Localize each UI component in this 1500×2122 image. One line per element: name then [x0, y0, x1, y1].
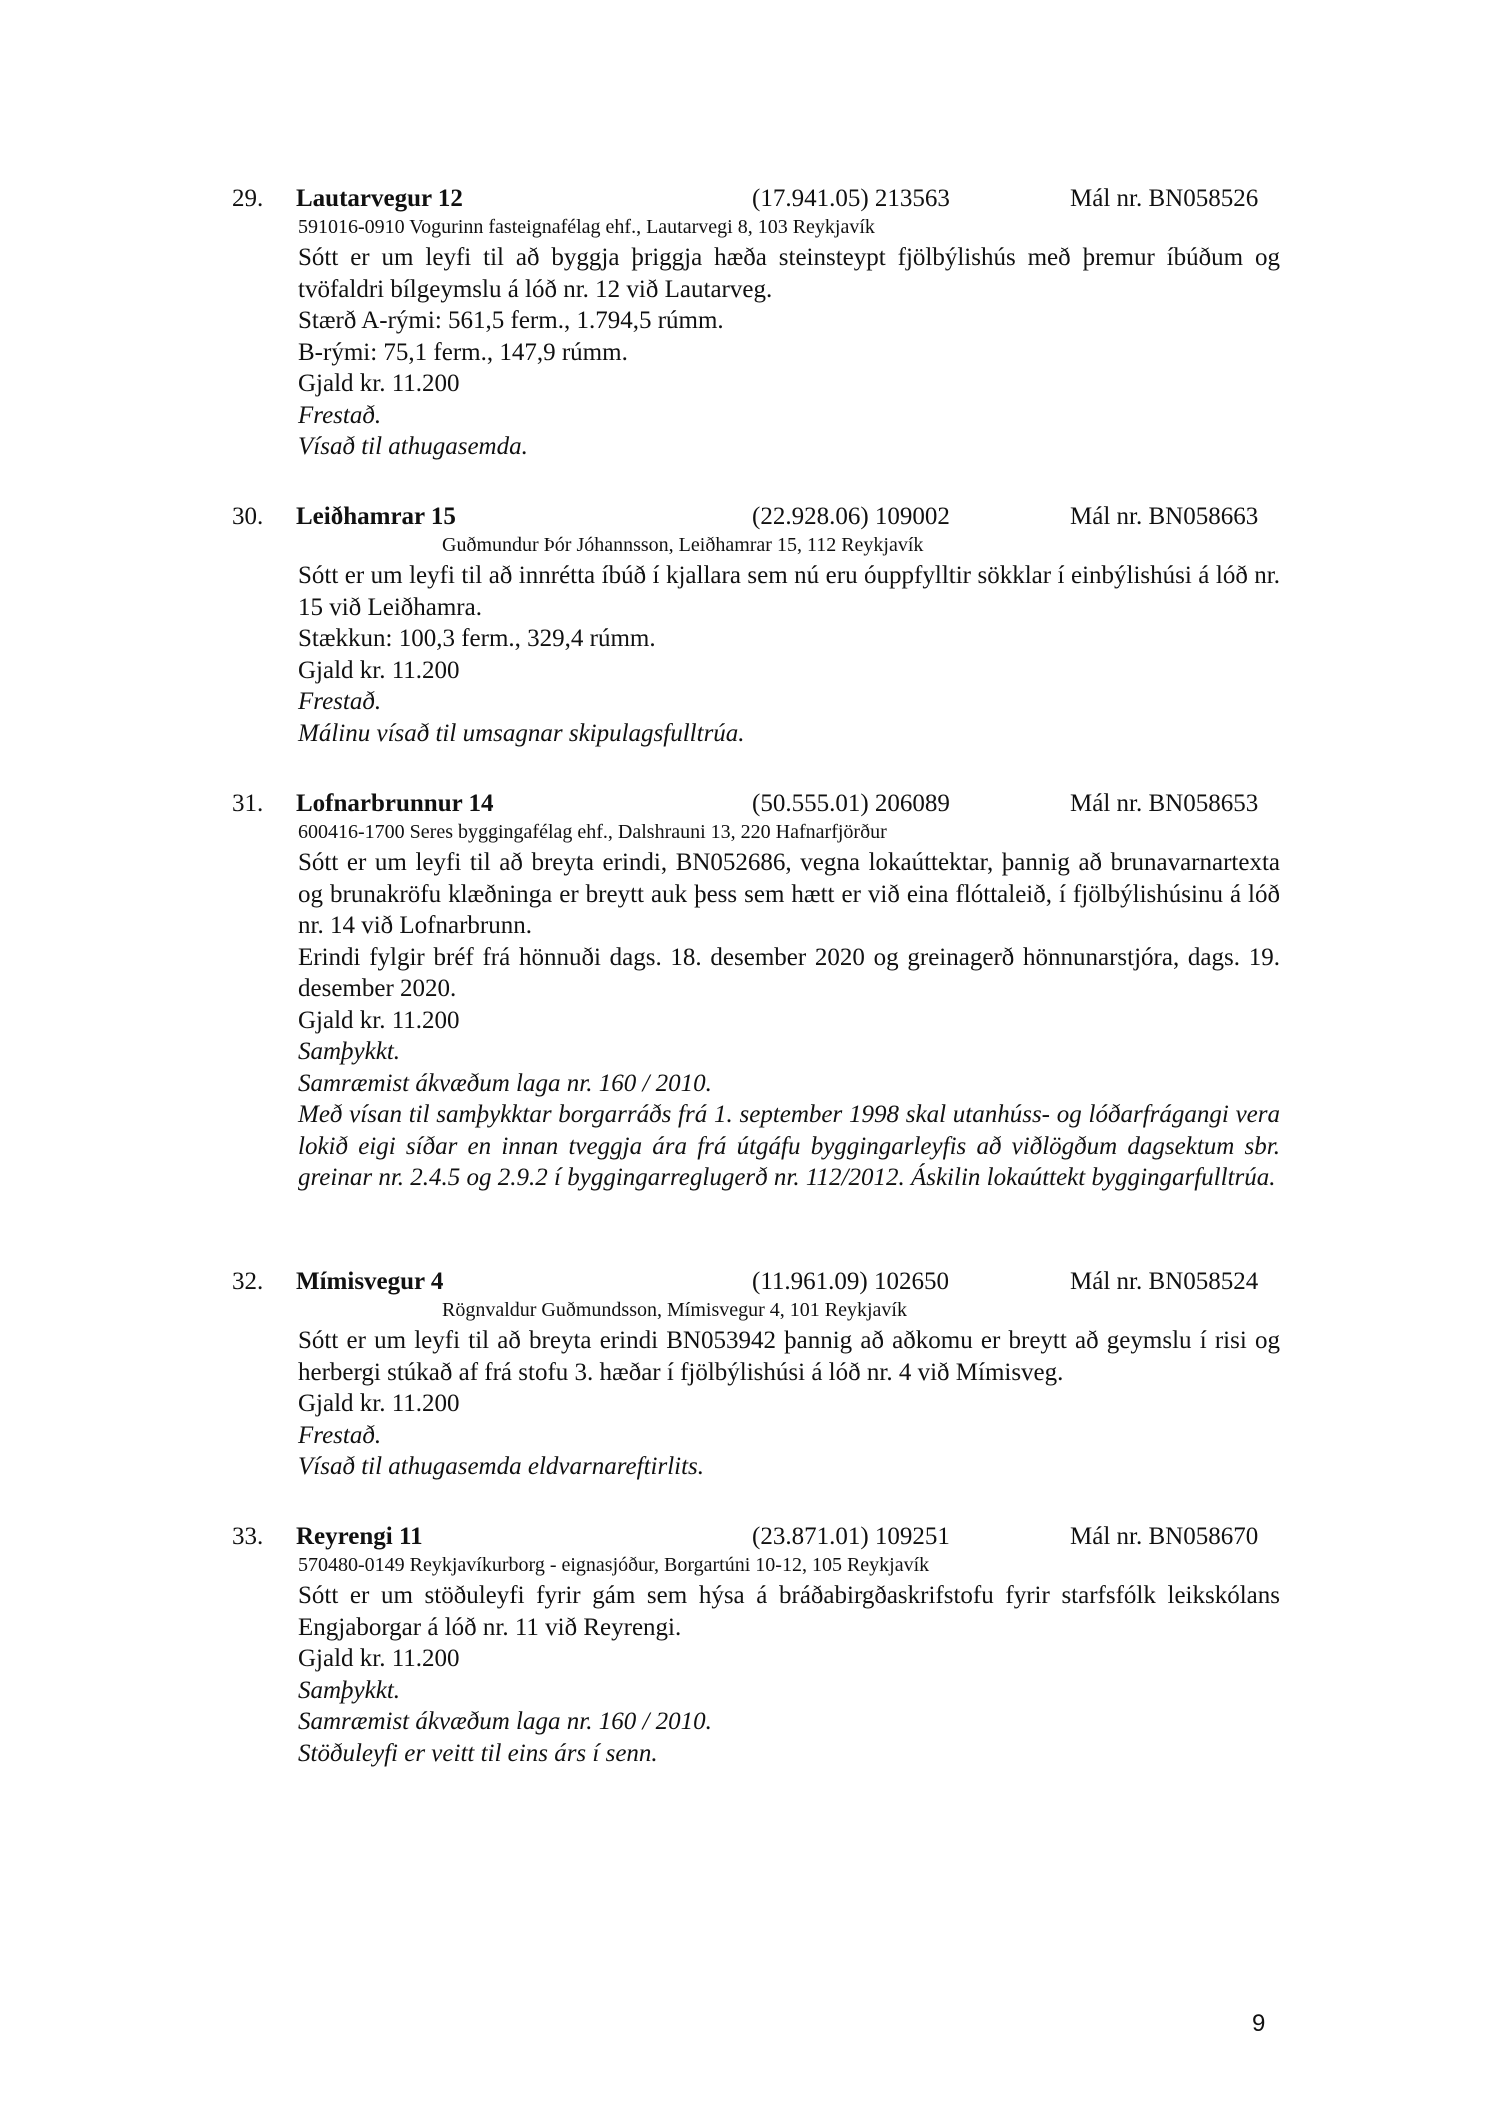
- case-entry-31: [0, 789, 1500, 1194]
- entry-number: 33.: [232, 1523, 264, 1550]
- entry-fee: Gjald kr. 11.200: [298, 1390, 460, 1417]
- entry-fee: Gjald kr. 11.200: [298, 1006, 460, 1034]
- entry-decision: Málinu vísað til umsagnar skipulagsfulltrúa.: [298, 719, 745, 747]
- entry-decision: Samþykkt.: [298, 1676, 401, 1704]
- entry-number: 31.: [232, 790, 264, 817]
- case-entry-33: [0, 1522, 1500, 1769]
- case-entry-29: [0, 184, 1500, 463]
- entry-header: [0, 789, 1500, 819]
- entry-lot-number: (11.961.09) 102650: [752, 1268, 949, 1295]
- entry-detail: Stækkun: 100,3 ferm., 329,4 rúmm.: [298, 625, 656, 652]
- entry-applicant: 591016-0910 Vogurinn fasteignafélag ehf., Lautarvegi 8, 103 Reykjavík: [298, 216, 875, 238]
- entry-description: Sótt er um leyfi til að byggja þriggja hæða steinsteypt fjölbýlishús með þremur íbúðum og tvöfaldri bílgeymslu á lóð nr. 12 við Lautarveg.: [298, 244, 1280, 303]
- entry-case-number: Mál nr. BN058663: [1070, 503, 1259, 530]
- entry-applicant: Guðmundur Þór Jóhannsson, Leiðhamrar 15, 112 Reykjavík: [442, 534, 924, 556]
- case-entry-30: [0, 502, 1500, 749]
- entry-decision: Frestað.: [298, 401, 382, 429]
- entry-header: [0, 502, 1500, 532]
- entry-case-number: Mál nr. BN058653: [1070, 790, 1259, 817]
- entry-number: 32.: [232, 1268, 264, 1295]
- entry-description: Sótt er um leyfi til að breyta erindi BN053942 þannig að aðkomu er breytt að geymslu í risi og herbergi stúkað af frá stofu 3. hæðar í fjölbýlishúsi á lóð nr. 4 við Mímisveg.: [298, 1327, 1280, 1386]
- entry-fee: Gjald kr. 11.200: [298, 1645, 460, 1672]
- entry-fee: Gjald kr. 11.200: [298, 370, 460, 397]
- entry-number: 29.: [232, 185, 264, 212]
- entry-decision: Samræmist ákvæðum laga nr. 160 / 2010.: [298, 1708, 712, 1735]
- entry-description: Sótt er um leyfi til að breyta erindi, BN052686, vegna lokaúttektar, þannig að brunavarnartexta og brunakröfu klæðninga er breytt auk þess sem hætt er við eina flóttaleið, í fjölbýlishúsinu á lóð nr. 14 við Lofnarbrunn.: [298, 849, 1280, 939]
- entry-address: Lofnarbrunnur 14: [296, 790, 494, 817]
- entry-address: Leiðhamrar 15: [296, 503, 456, 530]
- entry-number: 30.: [232, 503, 264, 530]
- entry-case-number: Mál nr. BN058670: [1070, 1523, 1259, 1550]
- entry-header: [0, 184, 1500, 214]
- entry-detail: Stærð A-rými: 561,5 ferm., 1.794,5 rúmm.: [298, 307, 724, 334]
- entry-detail: B-rými: 75,1 ferm., 147,9 rúmm.: [298, 338, 628, 366]
- entry-attachment-note: Erindi fylgir bréf frá hönnuði dags. 18. desember 2020 og greinagerð hönnunarstjóra, dags. 19. desember 2020.: [298, 943, 1280, 1002]
- entry-lot-number: (17.941.05) 213563: [752, 185, 950, 212]
- entry-decision: Vísað til athugasemda.: [298, 433, 528, 460]
- page-number: 9: [1252, 2010, 1266, 2037]
- entry-lot-number: (23.871.01) 109251: [752, 1523, 950, 1550]
- entry-decision: Frestað.: [298, 1421, 382, 1449]
- entry-header: [0, 1267, 1500, 1297]
- entry-description: Sótt er um stöðuleyfi fyrir gám sem hýsa á bráðabirgðaskrifstofu fyrir starfsfólk leikskólans Engjaborgar á lóð nr. 11 við Reyrengi.: [298, 1582, 1280, 1641]
- case-entry-32: [0, 1267, 1500, 1483]
- entry-case-number: Mál nr. BN058526: [1070, 185, 1259, 212]
- entry-description: Sótt er um leyfi til að innrétta íbúð í kjallara sem nú eru óuppfylltir sökklar í einbýlishúsi á lóð nr. 15 við Leiðhamra.: [298, 562, 1280, 621]
- entry-lot-number: (22.928.06) 109002: [752, 503, 950, 530]
- entry-decision: Samþykkt.: [298, 1038, 401, 1065]
- entry-applicant: 600416-1700 Seres byggingafélag ehf., Dalshrauni 13, 220 Hafnarfjörður: [298, 821, 887, 843]
- entry-decision: Frestað.: [298, 688, 382, 715]
- entry-lot-number: (50.555.01) 206089: [752, 790, 950, 817]
- entry-applicant: Rögnvaldur Guðmundsson, Mímisvegur 4, 101 Reykjavík: [442, 1299, 907, 1321]
- entry-decision: Samræmist ákvæðum laga nr. 160 / 2010.: [298, 1069, 712, 1097]
- entry-fee: Gjald kr. 11.200: [298, 656, 460, 684]
- entry-decision: Vísað til athugasemda eldvarnareftirlits.: [298, 1453, 705, 1480]
- entry-applicant: 570480-0149 Reykjavíkurborg - eignasjóður, Borgartúni 10-12, 105 Reykjavík: [298, 1554, 930, 1576]
- entry-address: Mímisvegur 4: [296, 1268, 444, 1295]
- entry-decision-paragraph: Með vísan til samþykktar borgarráðs frá 1. september 1998 skal utanhúss- og lóðarfrágangi vera lokið eigi síðar en innan tveggja ára frá útgáfu byggingarleyfis að viðlögðum dagsektum sbr. greinar nr. 2.4.5 og 2.9.2 í byggingarreglugerð nr. 112/2012. Áskilin lokaúttekt byggingarfulltrúa.: [298, 1101, 1280, 1191]
- entry-decision: Stöðuleyfi er veitt til eins árs í senn.: [298, 1739, 658, 1767]
- entry-address: Reyrengi 11: [296, 1523, 423, 1550]
- entry-address: Lautarvegur 12: [296, 185, 463, 212]
- entry-case-number: Mál nr. BN058524: [1070, 1268, 1259, 1295]
- entry-header: [0, 1522, 1500, 1552]
